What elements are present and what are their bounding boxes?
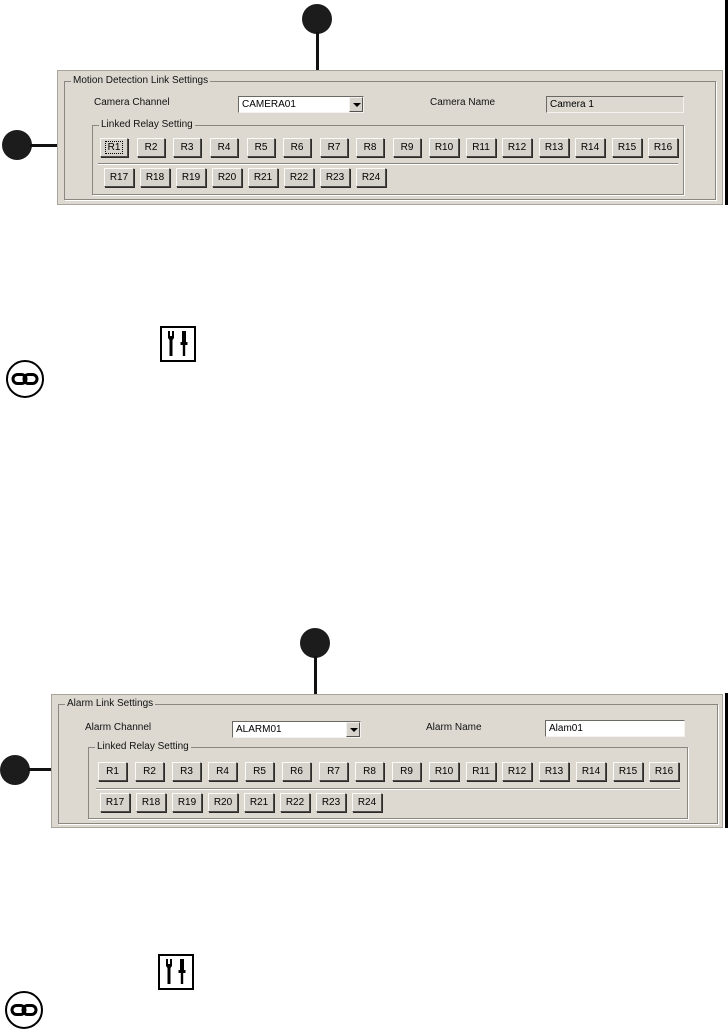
relay-button-r10[interactable]: R10: [429, 138, 459, 157]
relay-button-r24[interactable]: R24: [356, 168, 386, 187]
dropdown-arrow-icon[interactable]: [346, 722, 360, 737]
relay-button-r5[interactable]: R5: [245, 762, 274, 781]
callout-marker-channel-2: [300, 628, 330, 658]
relay-button-r24[interactable]: R24: [352, 793, 382, 812]
camera-name-label: Camera Name: [430, 97, 496, 108]
relay-button-r12[interactable]: R12: [502, 138, 532, 157]
wrench-screwdriver-icon: [158, 954, 194, 990]
relay-button-r1[interactable]: R1: [98, 762, 127, 781]
relay-button-r9[interactable]: R9: [393, 138, 421, 157]
relay-button-r19[interactable]: R19: [176, 168, 206, 187]
relay-button-r16[interactable]: R16: [648, 138, 678, 157]
relay-button-r12[interactable]: R12: [502, 762, 532, 781]
relay-button-r23[interactable]: R23: [316, 793, 346, 812]
relay-button-r20[interactable]: R20: [212, 168, 242, 187]
relay-button-r18[interactable]: R18: [140, 168, 170, 187]
relay-row-2: [104, 168, 404, 188]
relay-row-1: [98, 762, 688, 782]
relay-button-r8[interactable]: R8: [356, 138, 384, 157]
motion-detection-panel: [57, 70, 723, 205]
relay-button-r8[interactable]: R8: [355, 762, 384, 781]
alarm-name-field[interactable]: [545, 720, 685, 737]
dropdown-arrow-icon[interactable]: [349, 97, 363, 112]
relay-button-r3[interactable]: R3: [172, 762, 201, 781]
relay-button-r4[interactable]: R4: [208, 762, 237, 781]
alarm-name-label: Alarm Name: [426, 722, 482, 733]
alarm-name-value: Alam01: [549, 723, 583, 734]
relay-row-1: [100, 138, 680, 158]
alarm-channel-label: Alarm Channel: [85, 722, 152, 733]
relay-row-2: [100, 793, 400, 813]
relay-button-r21[interactable]: R21: [248, 168, 278, 187]
relay-button-r6[interactable]: R6: [283, 138, 311, 157]
relay-button-r2[interactable]: R2: [137, 138, 165, 157]
relay-button-r13[interactable]: R13: [539, 138, 569, 157]
relay-button-r17[interactable]: R17: [100, 793, 130, 812]
alarm-link-panel: [51, 694, 723, 828]
relay-button-r2[interactable]: R2: [135, 762, 164, 781]
relay-button-r10[interactable]: R10: [429, 762, 459, 781]
relay-button-r20[interactable]: R20: [208, 793, 238, 812]
relay-button-r6[interactable]: R6: [282, 762, 311, 781]
alarm-channel-select[interactable]: [232, 721, 361, 738]
relay-button-r5[interactable]: R5: [247, 138, 275, 157]
camera-name-field[interactable]: [546, 96, 684, 113]
relay-separator-2: [96, 788, 680, 789]
relay-button-r1[interactable]: R1: [100, 138, 128, 157]
wrench-screwdriver-icon: [160, 326, 196, 362]
relay-button-r18[interactable]: R18: [136, 793, 166, 812]
chain-link-icon: [5, 991, 43, 1029]
group-title-2: Alarm Link Settings: [67, 698, 154, 709]
relay-button-r22[interactable]: R22: [280, 793, 310, 812]
relay-button-r9[interactable]: R9: [392, 762, 421, 781]
relay-button-r19[interactable]: R19: [172, 793, 202, 812]
relay-button-r3[interactable]: R3: [173, 138, 201, 157]
callout-marker-channel: [302, 4, 332, 34]
relay-button-r4[interactable]: R4: [210, 138, 238, 157]
relay-button-r14[interactable]: R14: [575, 138, 605, 157]
relay-button-r16[interactable]: R16: [649, 762, 679, 781]
relay-button-r15[interactable]: R15: [612, 138, 642, 157]
callout-marker-relays-2: [0, 755, 30, 785]
group-title: Motion Detection Link Settings: [73, 75, 209, 86]
relay-button-r13[interactable]: R13: [539, 762, 569, 781]
camera-name-value: Camera 1: [550, 99, 594, 110]
relay-group-title: Linked Relay Setting: [101, 119, 193, 130]
relay-button-r23[interactable]: R23: [320, 168, 350, 187]
camera-channel-select[interactable]: [238, 96, 364, 113]
callout-marker-relays: [2, 130, 32, 160]
relay-button-r21[interactable]: R21: [244, 793, 274, 812]
relay-button-r17[interactable]: R17: [104, 168, 134, 187]
relay-button-r7[interactable]: R7: [320, 138, 348, 157]
chain-link-icon: [6, 360, 44, 398]
relay-button-r11[interactable]: R11: [466, 138, 496, 157]
relay-group-title-2: Linked Relay Setting: [97, 741, 189, 752]
relay-button-r14[interactable]: R14: [576, 762, 606, 781]
relay-button-r7[interactable]: R7: [319, 762, 348, 781]
relay-button-r15[interactable]: R15: [613, 762, 643, 781]
relay-separator: [98, 163, 678, 164]
camera-channel-label: Camera Channel: [94, 97, 170, 108]
relay-button-r22[interactable]: R22: [284, 168, 314, 187]
relay-button-r11[interactable]: R11: [466, 762, 496, 781]
camera-channel-value: CAMERA01: [242, 99, 296, 110]
alarm-channel-value: ALARM01: [236, 724, 282, 735]
